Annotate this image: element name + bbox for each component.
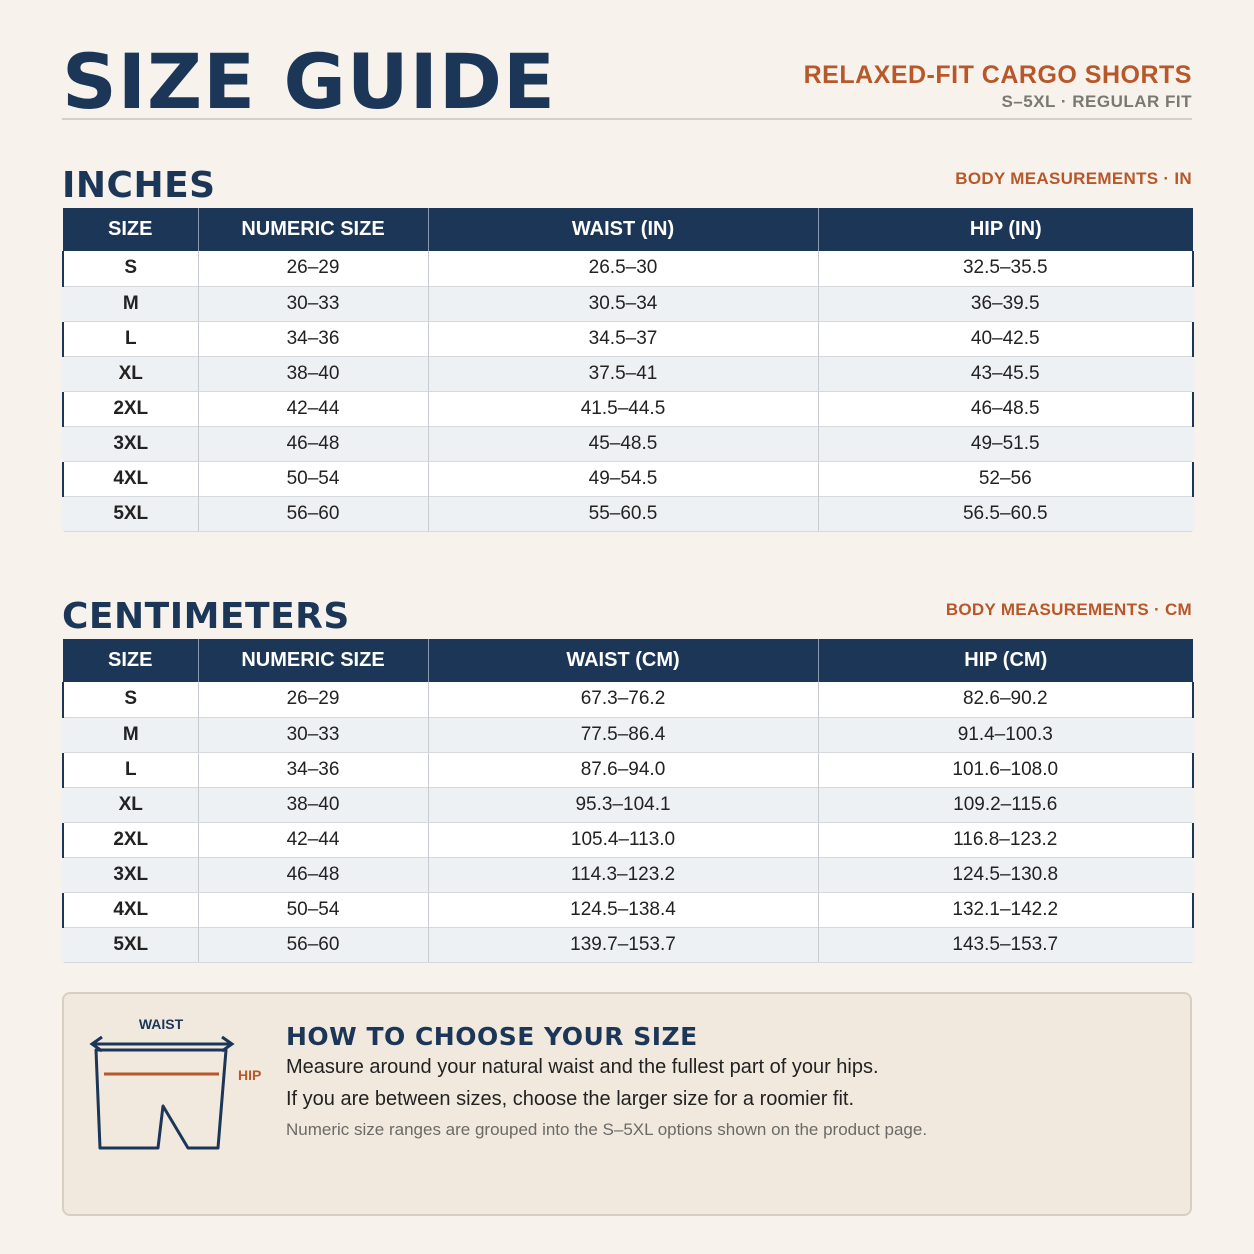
how-to-instruction-1: Measure around your natural waist and the fullest part of your hips. — [286, 1056, 879, 1078]
table-header-row — [63, 208, 1193, 251]
waist-label: WAIST — [138, 1016, 184, 1032]
centimeters-section-title: CENTIMETERS — [62, 596, 350, 637]
size-cell: 2XL — [63, 822, 198, 857]
numeric-size-cell: 46–48 — [198, 857, 428, 892]
numeric-size-cell: 56–60 — [198, 927, 428, 962]
waist-cell: 34.5–37 — [428, 321, 818, 356]
hip-cell: 32.5–35.5 — [818, 251, 1193, 286]
size-cell: 4XL — [63, 461, 198, 496]
waist-cell: 55–60.5 — [428, 496, 818, 531]
how-to-instruction-2: If you are between sizes, choose the larger size for a roomier fit. — [286, 1088, 855, 1110]
waist-cell: 49–54.5 — [428, 461, 818, 496]
how-to-title: HOW TO CHOOSE YOUR SIZE — [286, 1022, 698, 1051]
table-header-row — [63, 639, 1193, 682]
hip-cell: 56.5–60.5 — [818, 496, 1193, 531]
numeric-size-cell: 30–33 — [198, 286, 428, 321]
page-header — [62, 37, 1192, 126]
hip-cell: 91.4–100.3 — [818, 717, 1193, 752]
hip-cell: 46–48.5 — [818, 391, 1193, 426]
column-header-numeric-size: NUMERIC SIZE — [198, 639, 428, 682]
numeric-size-cell: 46–48 — [198, 426, 428, 461]
hip-cell: 143.5–153.7 — [818, 927, 1193, 962]
waist-cell: 139.7–153.7 — [428, 927, 818, 962]
hip-cell: 82.6–90.2 — [818, 682, 1193, 717]
inches-section-title: INCHES — [62, 165, 216, 206]
table-row — [63, 822, 1193, 857]
column-header-waist: WAIST (CM) — [428, 639, 818, 682]
how-to-fine-print: Numeric size ranges are grouped into the S–5XL options shown on the product page. — [286, 1120, 928, 1139]
hip-cell: 40–42.5 — [818, 321, 1193, 356]
hip-cell: 116.8–123.2 — [818, 822, 1193, 857]
numeric-size-cell: 42–44 — [198, 391, 428, 426]
centimeters-table — [62, 639, 1194, 963]
table-row — [63, 426, 1193, 461]
table-row — [63, 927, 1193, 962]
hip-cell: 109.2–115.6 — [818, 787, 1193, 822]
size-cell: L — [63, 752, 198, 787]
waist-cell: 41.5–44.5 — [428, 391, 818, 426]
column-header-waist: WAIST (IN) — [428, 208, 818, 251]
table-row — [63, 857, 1193, 892]
numeric-size-cell: 42–44 — [198, 822, 428, 857]
waist-cell: 37.5–41 — [428, 356, 818, 391]
hip-cell: 124.5–130.8 — [818, 857, 1193, 892]
hip-cell: 101.6–108.0 — [818, 752, 1193, 787]
centimeters-section-note: BODY MEASUREMENTS · CM — [945, 600, 1192, 619]
shorts-outline — [96, 1050, 226, 1148]
column-header-hip: HIP (CM) — [818, 639, 1193, 682]
inches-section-note: BODY MEASUREMENTS · IN — [955, 169, 1192, 188]
table-row — [63, 461, 1193, 496]
size-cell: 2XL — [63, 391, 198, 426]
numeric-size-cell: 34–36 — [198, 321, 428, 356]
table-row — [63, 787, 1193, 822]
table-row — [63, 496, 1193, 531]
size-cell: S — [63, 682, 198, 717]
table-row — [63, 752, 1193, 787]
hip-label: HIP — [238, 1067, 262, 1083]
product-name: RELAXED-FIT CARGO SHORTS — [803, 61, 1192, 89]
numeric-size-cell: 26–29 — [198, 682, 428, 717]
numeric-size-cell: 34–36 — [198, 752, 428, 787]
shorts-measurement-icon — [88, 1004, 278, 1154]
page-title: SIZE GUIDE — [62, 37, 556, 126]
hip-cell: 49–51.5 — [818, 426, 1193, 461]
waist-cell: 26.5–30 — [428, 251, 818, 286]
table-row — [63, 286, 1193, 321]
column-header-numeric-size: NUMERIC SIZE — [198, 208, 428, 251]
numeric-size-cell: 30–33 — [198, 717, 428, 752]
inches-table — [62, 208, 1194, 532]
numeric-size-cell: 50–54 — [198, 461, 428, 496]
waist-cell: 95.3–104.1 — [428, 787, 818, 822]
column-header-hip: HIP (IN) — [818, 208, 1193, 251]
product-subtitle: S–5XL · REGULAR FIT — [1001, 92, 1192, 111]
size-cell: XL — [63, 787, 198, 822]
waist-cell: 77.5–86.4 — [428, 717, 818, 752]
numeric-size-cell: 38–40 — [198, 356, 428, 391]
numeric-size-cell: 50–54 — [198, 892, 428, 927]
size-cell: XL — [63, 356, 198, 391]
size-cell: 5XL — [63, 927, 198, 962]
hip-cell: 43–45.5 — [818, 356, 1193, 391]
how-to-choose-panel — [62, 992, 1192, 1216]
hip-cell: 132.1–142.2 — [818, 892, 1193, 927]
numeric-size-cell: 38–40 — [198, 787, 428, 822]
table-row — [63, 251, 1193, 286]
size-cell: M — [63, 717, 198, 752]
hip-cell: 36–39.5 — [818, 286, 1193, 321]
table-row — [63, 321, 1193, 356]
waist-cell: 67.3–76.2 — [428, 682, 818, 717]
waist-cell: 45–48.5 — [428, 426, 818, 461]
waist-cell: 105.4–113.0 — [428, 822, 818, 857]
size-cell: 5XL — [63, 496, 198, 531]
table-row — [63, 892, 1193, 927]
size-cell: L — [63, 321, 198, 356]
column-header-size: SIZE — [63, 639, 198, 682]
table-row — [63, 682, 1193, 717]
size-cell: S — [63, 251, 198, 286]
numeric-size-cell: 56–60 — [198, 496, 428, 531]
waist-cell: 114.3–123.2 — [428, 857, 818, 892]
waist-cell: 87.6–94.0 — [428, 752, 818, 787]
table-row — [63, 391, 1193, 426]
table-row — [63, 356, 1193, 391]
numeric-size-cell: 26–29 — [198, 251, 428, 286]
size-cell: M — [63, 286, 198, 321]
waist-cell: 30.5–34 — [428, 286, 818, 321]
waist-cell: 124.5–138.4 — [428, 892, 818, 927]
column-header-size: SIZE — [63, 208, 198, 251]
size-cell: 3XL — [63, 857, 198, 892]
size-cell: 4XL — [63, 892, 198, 927]
size-cell: 3XL — [63, 426, 198, 461]
table-row — [63, 717, 1193, 752]
hip-cell: 52–56 — [818, 461, 1193, 496]
